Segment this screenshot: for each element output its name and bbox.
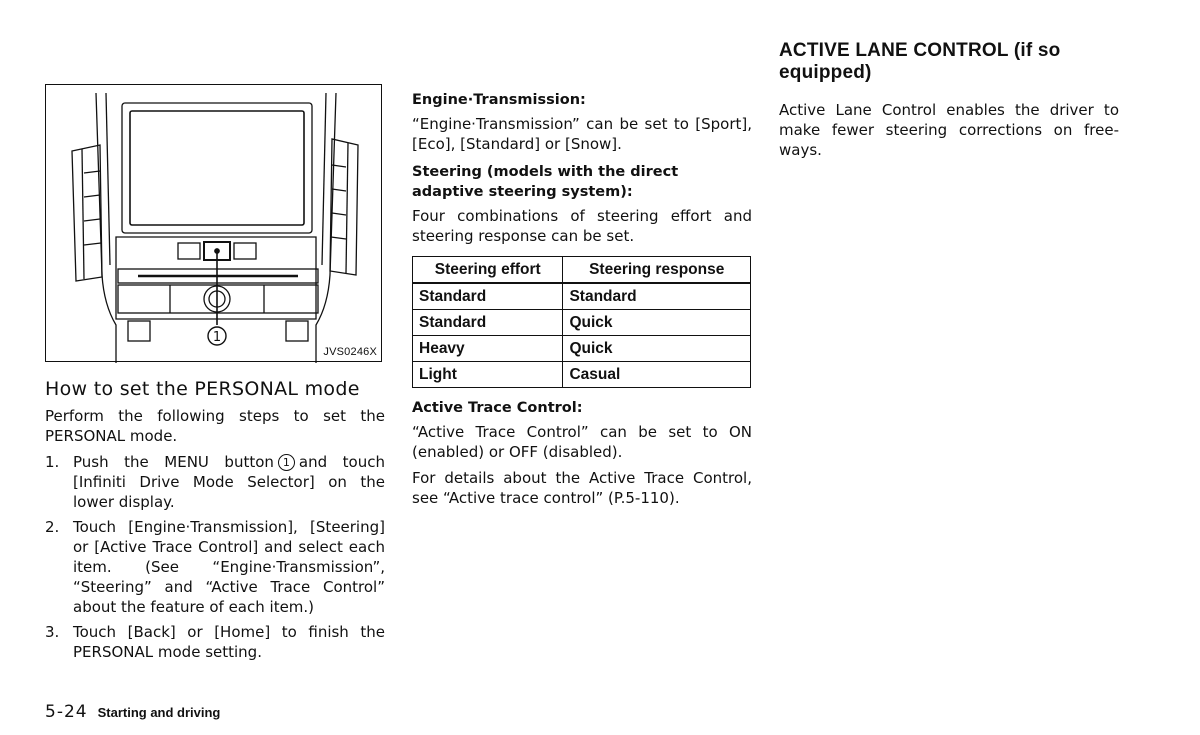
right-column (779, 40, 1119, 160)
left-column (45, 84, 385, 667)
table-row (413, 336, 751, 362)
steps-list (45, 452, 385, 662)
table-cell: Heavy (413, 336, 563, 362)
center-console-illustration (46, 85, 383, 363)
engine-transmission-text: “Engine·Transmission” can be set to [Sport], [Eco], [Standard] or [Snow]. (412, 115, 752, 153)
section-title: How to set the PERSONAL mode (45, 378, 360, 400)
intro-paragraph: Perform the following steps to set the PERSONAL mode. (45, 407, 385, 445)
table-cell: Standard (413, 283, 563, 310)
step-number: 2. (45, 518, 60, 536)
step-text: Push the MENU button (73, 453, 274, 471)
step-number: 1. (45, 453, 60, 471)
center-console-figure (45, 84, 382, 362)
table-cell: Light (413, 362, 563, 388)
step-number: 3. (45, 623, 60, 641)
active-trace-block (412, 398, 752, 508)
list-item (45, 452, 385, 512)
table-cell: Standard (413, 310, 563, 336)
step-text: Touch [Back] or [Home] to finish the PERSONAL mode setting. (73, 623, 385, 661)
step-text: Touch [Engine·Transmission], [Steering] or [Active Trace Control] and select each item. (See “Engine·Transmission”, “Steering” and “Active Trace Control” about the feature of each item.) (73, 518, 385, 616)
active-trace-text: “Active Trace Control” can be set to ON (enabled) or OFF (disabled). (412, 423, 752, 461)
chapter-title: Starting and driving (97, 705, 221, 720)
table-header: Steering effort (413, 257, 563, 284)
figure-code: JVS0246X (323, 346, 377, 358)
table-cell: Casual (563, 362, 751, 388)
middle-column (412, 90, 752, 516)
details-text: For details about the Active Trace Control, see “Active trace control” (P.5-110). (412, 469, 752, 507)
steering-text: Four combinations of steering effort and steering response can be set. (412, 207, 752, 245)
steering-heading: Steering (models with the direct adaptive steering system): (412, 164, 679, 200)
list-item (45, 622, 385, 662)
table-row (413, 362, 751, 388)
engine-transmission-heading: Engine·Transmission: (412, 92, 586, 108)
table-row (413, 310, 751, 336)
list-item (45, 517, 385, 617)
table-cell: Standard (563, 283, 751, 310)
active-lane-control-text: Active Lane Control enables the driver to make fewer steering corrections on free-ways. (779, 101, 1119, 159)
page-number: 5-24 (45, 702, 88, 722)
page-footer (45, 702, 220, 722)
table-row (413, 283, 751, 310)
table-header-row (413, 257, 751, 284)
table-header: Steering response (563, 257, 751, 284)
active-trace-heading: Active Trace Control: (412, 400, 583, 416)
table-cell: Quick (563, 310, 751, 336)
table-cell: Quick (563, 336, 751, 362)
callout-marker: 1 (278, 454, 295, 471)
steering-table (412, 256, 751, 388)
step-text: and touch [Infiniti Drive Mode Selector] on the lower display. (73, 453, 385, 511)
steering-block (412, 162, 752, 246)
engine-transmission-block (412, 90, 752, 154)
active-lane-control-title: ACTIVE LANE CONTROL (if so equipped) (779, 40, 1061, 83)
figure-callout-number: 1 (212, 330, 222, 345)
